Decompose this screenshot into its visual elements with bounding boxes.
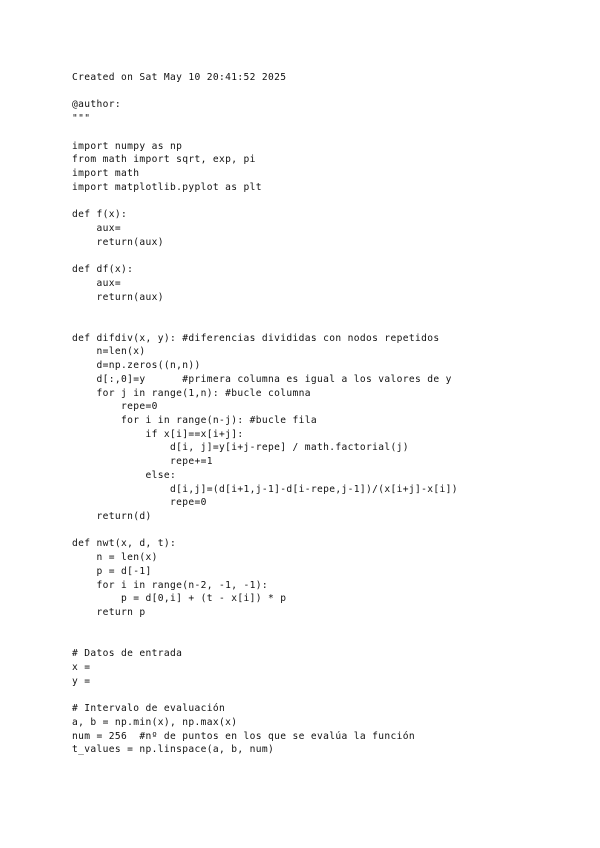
code-line: d=np.zeros((n,n)) — [72, 360, 201, 372]
code-listing — [72, 71, 458, 757]
code-line: def df(x): — [72, 264, 134, 276]
code-line: import math — [72, 168, 140, 180]
code-line: return(d) — [72, 511, 152, 522]
code-line: import matplotlib.pyplot as plt — [72, 181, 262, 193]
code-line: repe=0 — [72, 401, 158, 413]
code-line: import numpy as np — [72, 140, 183, 152]
code-line: n=len(x) — [72, 346, 146, 358]
code-line — [72, 85, 458, 99]
code-line: d[i,j]=(d[i+1,j-1]-d[i-repe,j-1])/(x[i+j]-x[i]) — [72, 483, 458, 495]
code-line: return(aux) — [72, 291, 164, 303]
code-line: aux= — [72, 277, 122, 289]
code-line: return(aux) — [72, 236, 164, 248]
code-line: return p — [72, 607, 146, 619]
code-line — [72, 620, 458, 634]
code-line: y = — [72, 675, 91, 687]
code-line: # Intervalo de evaluación — [72, 703, 226, 715]
code-line: @author: — [72, 99, 122, 111]
code-line: else: — [72, 469, 177, 481]
code-line: for i in range(n-2, -1, -1): — [72, 579, 269, 591]
code-line: aux= — [72, 222, 122, 234]
code-line: repe=0 — [72, 497, 207, 509]
code-line — [72, 304, 458, 318]
code-line: x = — [72, 661, 91, 673]
code-line: for i in range(n-j): #bucle fila — [72, 414, 318, 426]
code-line — [72, 524, 458, 538]
code-line: p = d[0,i] + (t - x[i]) * p — [72, 593, 287, 605]
code-line — [72, 126, 458, 140]
code-line: # Datos de entrada — [72, 648, 183, 660]
code-line: n = len(x) — [72, 552, 158, 564]
code-line: a, b = np.min(x), np.max(x) — [72, 716, 238, 728]
code-line: d[:,0]=y #primera columna es igual a los valores de y — [72, 373, 452, 385]
code-line — [72, 194, 458, 208]
code-line: def nwt(x, d, t): — [72, 538, 177, 550]
code-line: p = d[-1] — [72, 565, 152, 577]
code-line: def difdiv(x, y): #diferencias divididas con nodos repetidos — [72, 332, 440, 344]
code-line: from math import sqrt, exp, pi — [72, 154, 256, 166]
code-line: repe+=1 — [72, 456, 213, 468]
code-line: """ — [72, 113, 91, 125]
code-line: d[i, j]=y[i+j-repe] / math.factorial(j) — [72, 442, 409, 454]
code-line: Created on Sat May 10 20:41:52 2025 — [72, 72, 287, 83]
code-line — [72, 633, 458, 647]
code-line — [72, 318, 458, 332]
code-line: for j in range(1,n): #bucle columna — [72, 387, 311, 399]
code-line: if x[i]==x[i+j]: — [72, 428, 244, 440]
code-line: def f(x): — [72, 209, 128, 221]
code-line — [72, 688, 458, 702]
code-line: num = 256 #nº de puntos en los que se evalúa la función — [72, 730, 416, 742]
code-line — [72, 249, 458, 263]
code-line: t_values = np.linspace(a, b, num) — [72, 744, 275, 756]
